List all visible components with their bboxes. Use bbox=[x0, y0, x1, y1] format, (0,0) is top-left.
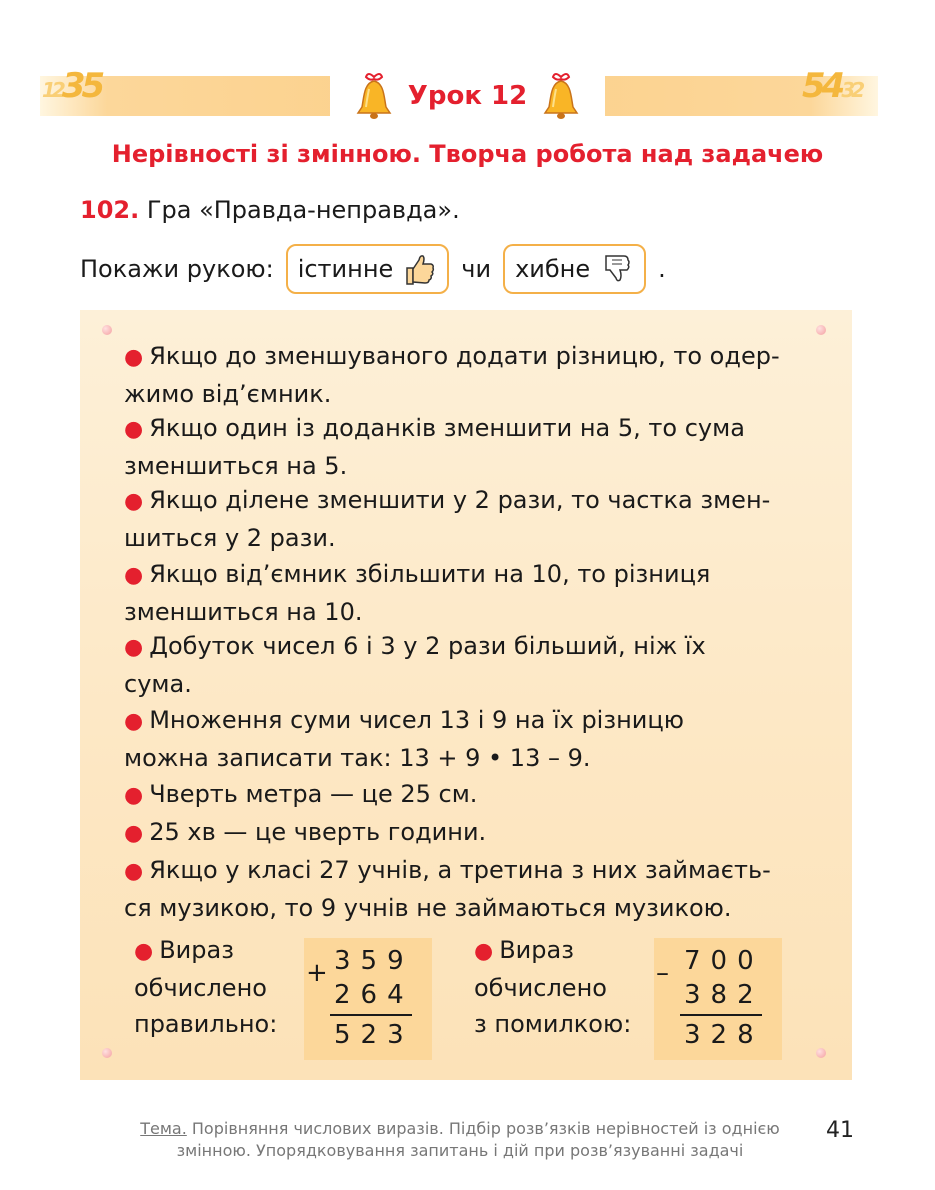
true-pill bbox=[286, 244, 450, 294]
bullet-icon: ● bbox=[134, 939, 154, 964]
panel-pin-decoration bbox=[102, 1048, 112, 1058]
panel-pin-decoration bbox=[816, 1048, 826, 1058]
calc-right-label: ● Вираз обчислено з помилкою: bbox=[474, 936, 632, 1038]
false-pill bbox=[503, 244, 646, 294]
thumbs-down-icon bbox=[598, 252, 634, 286]
bullet-icon: ● bbox=[124, 489, 144, 514]
calc-right-bottom: 382 bbox=[684, 980, 764, 1010]
lesson-title-text: Урок 12 bbox=[407, 81, 528, 111]
true-label: істинне bbox=[297, 255, 394, 283]
statement-6: ● Множення суми чисел 13 і 9 на їх різницю можна записати так: 13 + 9 • 13 – 9. bbox=[124, 706, 684, 772]
header-deco-numbers-left: 1235 bbox=[42, 66, 102, 106]
statement-8: ● 25 хв — це чверть години. bbox=[124, 818, 487, 846]
calc-right-sign: – bbox=[656, 958, 669, 988]
header-deco-numbers-right: 5432 bbox=[802, 66, 862, 106]
task-number: 102. bbox=[80, 196, 140, 224]
lesson-subtitle: Нерівності зі змінною. Творча робота над задачею bbox=[111, 140, 824, 168]
calc-right-top: 700 bbox=[684, 946, 764, 976]
bullet-icon: ● bbox=[124, 635, 144, 660]
bell-icon bbox=[541, 71, 581, 121]
page-number: 41 bbox=[826, 1118, 854, 1143]
bullet-icon: ● bbox=[124, 709, 144, 734]
statement-4: ● Якщо від’ємник збільшити на 10, то різниця зменшиться на 10. bbox=[124, 560, 711, 626]
statement-7: ● Чверть метра — це 25 см. bbox=[124, 780, 478, 808]
or-text: чи bbox=[461, 255, 492, 283]
bullet-icon: ● bbox=[124, 859, 144, 884]
calc-right-result: 328 bbox=[684, 1020, 764, 1050]
statement-5: ● Добуток чисел 6 і 3 у 2 рази більший, ніж їх сума. bbox=[124, 632, 706, 698]
calc-left-sign: + bbox=[306, 958, 328, 988]
statement-1: ● Якщо до зменшуваного додати різницю, то одер- жимо від’ємник. bbox=[124, 342, 780, 408]
panel-pin-decoration bbox=[816, 325, 826, 335]
bullet-icon: ● bbox=[124, 417, 144, 442]
calc-left-bottom: 264 bbox=[334, 980, 414, 1010]
thumbs-up-icon bbox=[401, 252, 437, 286]
calc-right-divider bbox=[680, 1014, 762, 1016]
panel-pin-decoration bbox=[102, 325, 112, 335]
bell-icon bbox=[354, 71, 394, 121]
false-label: хибне bbox=[515, 255, 591, 283]
bullet-icon: ● bbox=[124, 783, 144, 808]
calc-left-divider bbox=[330, 1014, 412, 1016]
calc-left-label: ● Вираз обчислено правильно: bbox=[134, 936, 278, 1038]
calc-left-result: 523 bbox=[334, 1020, 414, 1050]
footer-topic: Тема. Порівняння числових виразів. Підбір розв’язків нерівностей із однією змінною. Упорядковування запитань і дій при розв’язуванні задачі bbox=[140, 1119, 780, 1160]
calc-left-top: 359 bbox=[334, 946, 414, 976]
statement-9: ● Якщо у класі 27 учнів, а третина з них займаєть- ся музикою, то 9 учнів не займаються музикою. bbox=[124, 856, 771, 922]
bullet-icon: ● bbox=[124, 563, 144, 588]
topic-label: Тема. bbox=[140, 1119, 187, 1138]
bullet-icon: ● bbox=[124, 345, 144, 370]
task-header bbox=[80, 196, 460, 224]
bullet-icon: ● bbox=[474, 939, 494, 964]
statement-3: ● Якщо ділене зменшити у 2 рази, то частка змен- шиться у 2 рази. bbox=[124, 486, 771, 552]
bullet-icon: ● bbox=[124, 821, 144, 846]
statement-2: ● Якщо один із доданків зменшити на 5, то сума зменшиться на 5. bbox=[124, 414, 745, 480]
show-end: . bbox=[658, 255, 666, 283]
show-instruction bbox=[80, 244, 666, 294]
task-text: Гра «Правда-неправда». bbox=[146, 196, 460, 224]
show-prefix: Покажи рукою: bbox=[80, 255, 274, 283]
lesson-title bbox=[330, 68, 605, 124]
